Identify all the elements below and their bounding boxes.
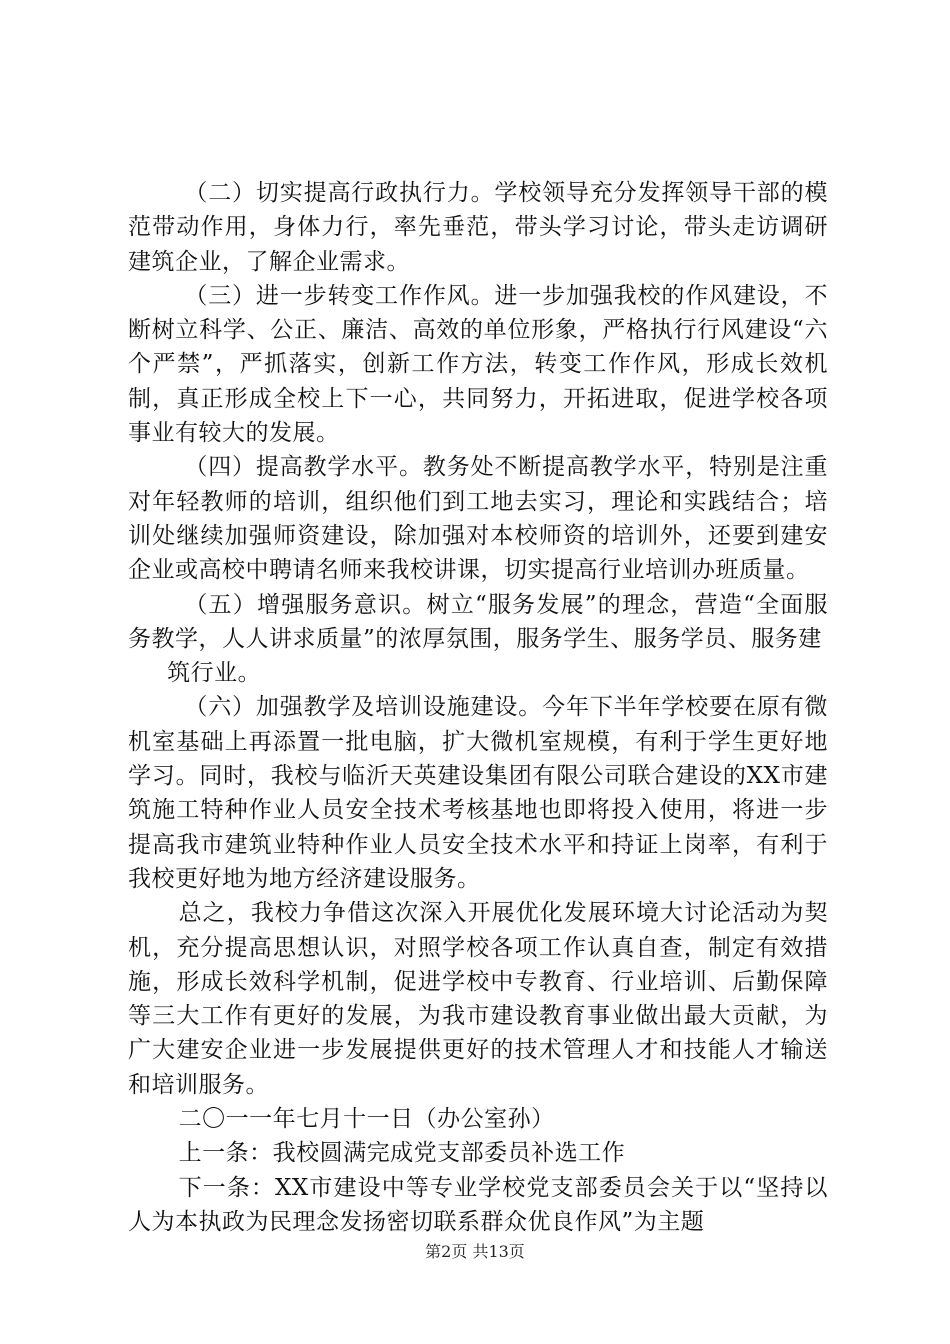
paragraph-summary: 总之，我校力争借这次深入开展优化发展环境大讨论活动为契机，充分提高思想认识，对照学校各项工作认真自查，制定有效措施，形成长效科学机制，促进学校中专教育、行业培训、后勤保障等三大工作有更好的发展，为我市建设教育事业做出最大贡献，为广大建安企业进一步发展提供更好的技术管理人才和技能人才输送和培训服务。 bbox=[128, 900, 828, 1098]
paragraph-3: （三）进一步转变工作作风。进一步加强我校的作风建设，不断树立科学、公正、廉洁、高效的单位形象，严格执行行风建设“六个严禁”，严抓落实，创新工作方法，转变工作作风，形成长效机制，真正形成全校上下一心，共同努力，开拓进取，促进学校各项事业有较大的发展。 bbox=[128, 282, 828, 447]
paragraph-2: （二）切实提高行政执行力。学校领导充分发挥领导干部的模范带动作用，身体力行，率先垂范，带头学习讨论，带头走访调研建筑企业，了解企业需求。 bbox=[128, 180, 828, 275]
paragraph-5: （五）增强服务意识。树立“服务发展”的理念，营造“全面服务教学，人人讲求质量”的浓厚氛围，服务学生、服务学员、服务建 bbox=[128, 591, 828, 652]
page-number-footer: 第2页 共13页 bbox=[425, 1242, 525, 1261]
paragraph-6: （六）加强教学及培训设施建设。今年下半年学校要在原有微机室基础上再添置一批电脑，扩大微机室规模，有利于学生更好地学习。同时，我校与临沂天英建设集团有限公司联合建设的XX市建筑施工特种作业人员安全技术考核基地也即将投入使用，将进一步提高我市建筑业特种作业人员安全技术水平和持证上岗率，有利于我校更好地为地方经济建设服务。 bbox=[128, 694, 828, 892]
document-body bbox=[128, 176, 828, 1239]
paragraph-5-continued: 筑行业。 bbox=[167, 660, 262, 687]
paragraph-4: （四）提高教学水平。教务处不断提高教学水平，特别是注重对年轻教师的培训，组织他们到工地去实习，理论和实践结合；培训处继续加强师资建设，除加强对本校师资的培训外，还要到建安企业或高校中聘请名师来我校讲课，切实提高行业培训办班质量。 bbox=[128, 454, 828, 584]
previous-article-link[interactable]: 上一条：我校圆满完成党支部委员补选工作 bbox=[178, 1140, 626, 1167]
date-line: 二〇一一年七月十一日（办公室孙） bbox=[178, 1106, 555, 1133]
next-article-link[interactable]: 下一条：XX市建设中等专业学校党支部委员会关于以“坚持以人为本执政为民理念发扬密切联系群众优良作风”为主题 bbox=[128, 1174, 828, 1235]
